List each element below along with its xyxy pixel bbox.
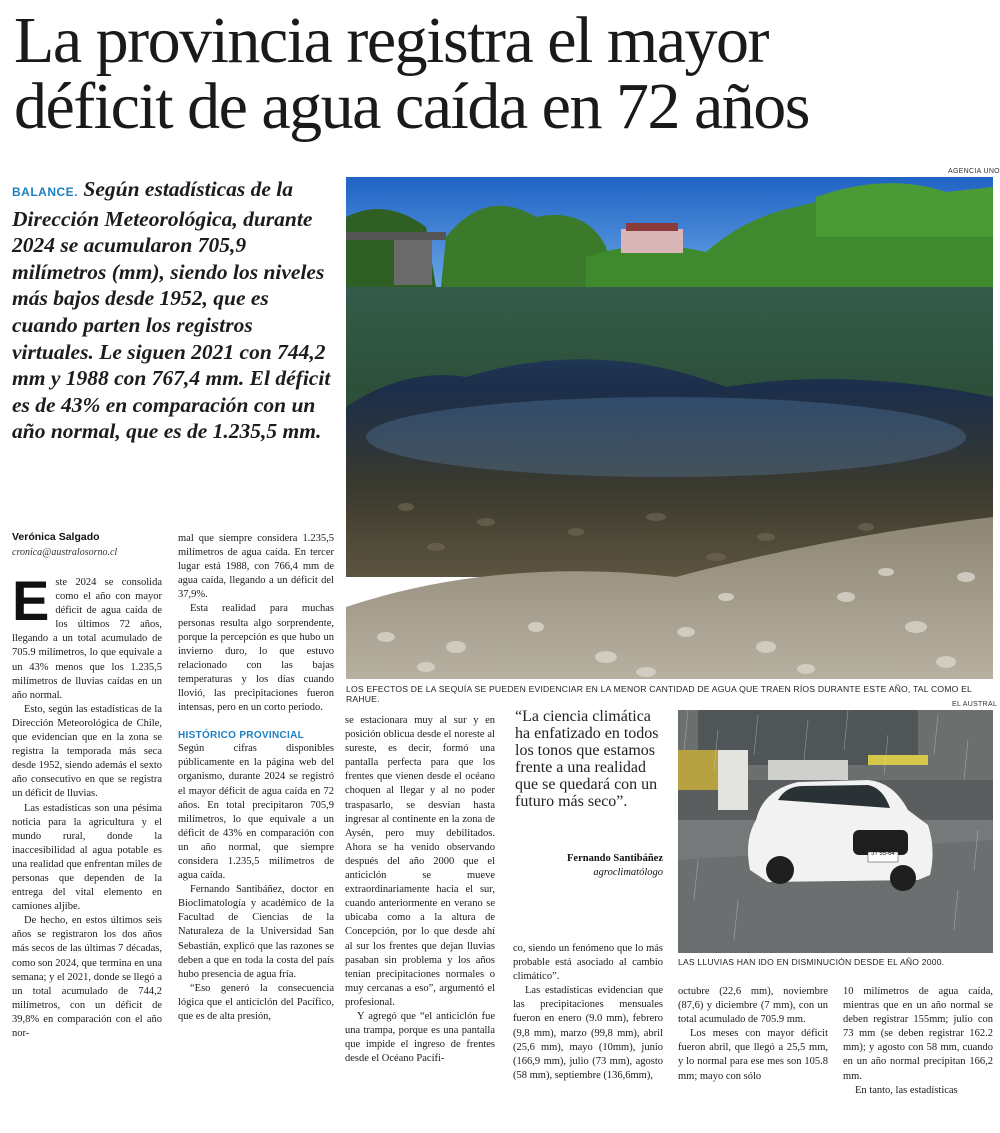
col2-paragraph-4: Fernando Santibáñez, doctor en Bioclimatología y académico de la Facultad de Ciencias de la Naturaleza de la Universidad San Sebastián, explicó que las razones se deben a que en toda la costa del país hubo presencia de agua fría. [178,884,334,980]
article-column-1 [12,569,162,1041]
drop-cap: E [12,569,50,632]
col1-paragraph-4: De hecho, en estos últimos seis años se registraron los dos años más secos de las últimas 7 décadas, como son 2024, que termina en una semana; y el 2021, donde se llegó a un total acumulado de 744,2 milímetros, con un déficit de 39,8% en comparación con el año nor- [12,915,162,1039]
col1-paragraph-3: Las estadísticas son una pésima noticia para la agricultura y el mundo rural, donde la inaccesibilidad al agua potable es una realidad que enfrentan miles de personas que dependen de la entrega del vital elemento en camiones aljibe. [12,802,162,913]
photo1-caption: LOS EFECTOS DE LA SEQUÍA SE PUEDEN EVIDENCIAR EN LA MENOR CANTIDAD DE AGUA QUE TRAEN RÍOS DURANTE ESTE AÑO, TAL COMO EL RAHUE. [346,684,972,704]
rain-car-photo-svg [678,710,993,953]
col2-paragraph-5: “Eso generó la consecuencia lógica que el anticiclón del Pacífico, que es de alta presión, [178,982,334,1022]
col3-paragraph-1: se estacionara muy al sur y en posición oblicua desde el noreste al sureste, es decir, formó una pantalla perfecta para que los frentes que vienen desde el océano choquen al llegar y al no poder traspasarlo, se desvían hasta ingresar al continente en la zona de Aysén, pero muy debilitados. Ahora se ha venido observando después del año 2000 que el anticiclón se mueve extraordinariamente hacia el sur, cuando anteriormente en verano se ubicaba como a la altura de Concepción, por lo que desde ahí al sur los frentes que dejan lluvias pasaban sin problema y los años tenían precipitaciones normales o muy cercanas a eso”, argumentó el profesional. [345,715,495,1008]
author-name: Verónica Salgado [12,531,100,543]
article-column-2 [178,532,334,1024]
article-column-3 [345,714,495,1066]
pull-quote: “La ciencia climática ha enfatizado en todos los tonos que estamos frente a una realidad que se quedará con un futuro más seco”. [515,708,659,810]
lead-paragraph [12,176,334,445]
photo1-credit: AGENCIA UNO [948,168,1000,175]
rain-car-photo [678,710,993,953]
photo2-caption: LAS LLUVIAS HAN IDO EN DISMINUCIÓN DESDE EL AÑO 2000. [678,957,945,967]
lead-text: Según estadísticas de la Dirección Meteorológica, durante 2024 se acumularon 705,9 milímetros (mm), siendo los niveles más bajos desde 1952, que es cuando parten los registros virtuales. Le siguen 2021 con 744,2 mm y 1988 con 767,4 mm. El déficit es de 43% en comparación con un año normal, que es de 1.235,5 mm. [12,177,331,444]
quote-author-name: Fernando Santibáñez [567,853,663,864]
article-column-4 [513,942,663,1083]
col6-paragraph-1: 10 milímetros de agua caída, mientras que en un año normal se deben registrar 155mm; julio con 73 mm (se deben registrar 162.2 mm); y agosto con 58 mm, cuando en un año normal precipitan 166,2 mm. [843,986,993,1082]
col5-paragraph-2: Los meses con mayor déficit fueron abril, que llegó a 25,5 mm, y lo normal para ese mes son 105.8 mm; mayo con sólo [678,1028,828,1082]
river-photo [346,177,993,679]
col2-paragraph-1: mal que siempre considera 1.235,5 milímetros de agua caída. En tercer lugar está 1988, con 766,4 mm de agua caída, llegando a un déficit del 37,9%. [178,533,334,601]
quote-author-role: agroclimatólogo [593,867,663,878]
headline-line-1: La provincia registra el mayor [14,4,768,77]
photo2-credit: EL AUSTRAL [952,701,998,708]
car-license-plate: JT 55-64 [871,851,895,857]
quote-attribution [515,852,663,880]
author-email[interactable]: cronica@australosorno.cl [12,547,118,558]
lead-kicker: BALANCE. [12,185,78,199]
col4-paragraph-1: co, siendo un fenómeno que lo más probable está asociado al cambio climático”. [513,943,663,983]
col5-paragraph-1: octubre (22,6 mm), noviembre (87,6) y diciembre (7 mm), con un total acumulado de 705.9 mm. [678,986,828,1026]
headline [14,4,994,143]
subhead-historico: HISTÓRICO PROVINCIAL [178,730,305,742]
col1-paragraph-2: Esto, según las estadísticas de la Dirección Meteorológica de Chile, que evidencian que en la zona se registra la temporada más seca desde 1952, siendo además el sexto año consecutivo en que se registra un déficit de lluvias. [12,703,162,800]
article-column-6 [843,985,993,1098]
col1-paragraph-1: ste 2024 se consolida como el año con mayor déficit de agua caída de los últimos 72 años, llegando a un total acumulado de 705.9 milímetros, lo que equivale a un 43% menos que los 1.235,5 milímetros de lluvias caídas en un año normal. [12,577,162,701]
headline-line-2: déficit de agua caída en 72 años [14,70,809,143]
col2-paragraph-3: Según cifras disponibles públicamente en la página web del organismo, durante 2024 se registró el mayor déficit de agua caída en 72 años. En total precipitaron 705,9 milímetros, lo que equivale a un déficit de 43% en comparación con un año normal, que siempre considera 1.235,5 milímetros de agua caída. [178,743,334,882]
col4-paragraph-2: Las estadísticas evidencian que las precipitaciones mensuales fueron en enero (9.0 mm), febrero (9,8 mm), marzo (99,8 mm), abril (25,6 mm), mayo (10mm), junio (166,9 mm), julio (73 mm), agosto (58 mm), septiembre (136,6mm), [513,985,663,1081]
article-column-5 [678,985,828,1084]
byline [12,530,117,560]
col2-paragraph-2: Esta realidad para muchas personas resulta algo sorprendente, porque la percepción es que hubo un invierno duro, lo que estuvo relacionado con las bajas temperaturas y los días cuando llovió, las precipitaciones fueron intensas, pero en un corto periodo. [178,603,334,714]
col3-paragraph-2: Y agregó que “el anticiclón fue una trampa, porque es una pantalla que impide el ingreso de frentes desde el Océano Pacífi- [345,1010,495,1065]
col6-paragraph-2: En tanto, las estadísticas [855,1084,958,1096]
river-photo-svg [346,177,993,679]
